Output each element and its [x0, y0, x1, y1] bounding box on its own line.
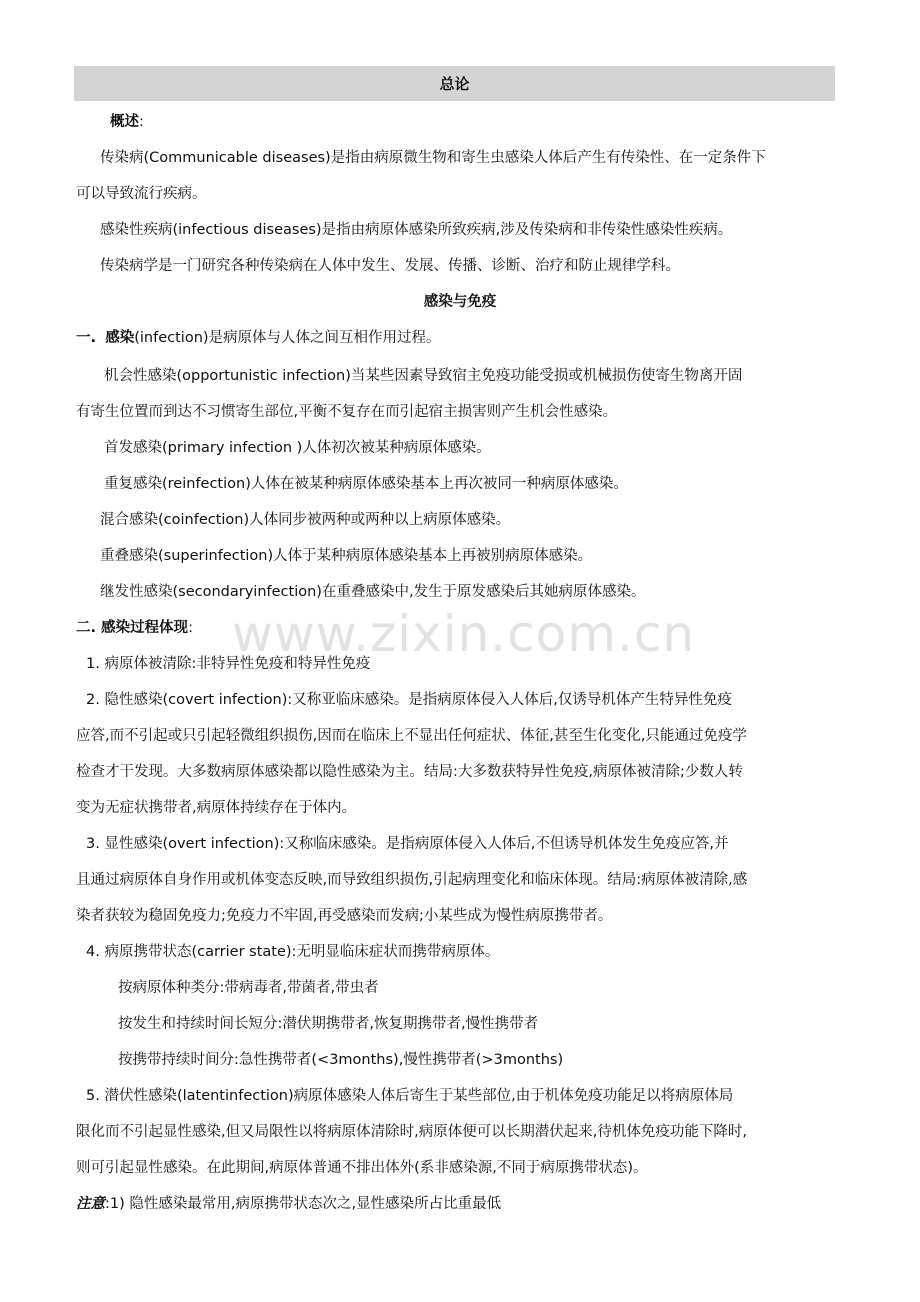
- primary-infection: 首发感染(primary infection )人体初次被某种病原体感染。: [104, 440, 491, 456]
- item-3b: 且通过病原体自身作用或机体变态反映,而导致组织损伤,引起病理变化和临床体现。结局:病原体被清除,感: [76, 872, 748, 888]
- item-5c: 则可引起显性感染。在此期间,病原体普通不排出体外(系非感染源,不同于病原携带状态)。: [76, 1160, 648, 1176]
- item-3c: 染者获较为稳固免疫力;免疫力不牢固,再受感染而发病;小某些成为慢性病原携带者。: [76, 908, 613, 924]
- secondary-infection: 继发性感染(secondaryinfection)在重叠感染中,发生于原发感染后其她病原体感染。: [100, 584, 646, 600]
- item-5b: 限化而不引起显性感染,但又局限性以将病原体清除时,病原体便可以长期潜伏起来,待机体免疫功能下降时,: [76, 1124, 747, 1140]
- item-4-by-duration: 按携带持续时间分:急性携带者(<3months),慢性携带者(>3months): [118, 1052, 564, 1068]
- watermark: www.zixin.com.cn: [232, 605, 696, 663]
- item-5a: 5. 潜伏性感染(latentinfection)病原体感染人体后寄生于某些部位,由于机体免疫功能足以将病原体局: [86, 1088, 734, 1104]
- note-label: 注意: [76, 1196, 105, 1212]
- intro-paragraph-2: 感染性疾病(infectious diseases)是指由病原体感染所致疾病,涉及传染病和非传染性感染性疾病。: [100, 222, 733, 238]
- reinfection: 重复感染(reinfection)人体在被某种病原体感染基本上再次被同一种病原体感染。: [104, 476, 628, 492]
- coinfection: 混合感染(coinfection)人体同步被两种或两种以上病原体感染。: [100, 512, 511, 528]
- item-3a: 3. 显性感染(overt infection):又称临床感染。是指病原体侵入人体后,不但诱导机体发生免疫应答,并: [86, 836, 729, 852]
- section-2-heading: 二. 感染过程体现:: [76, 620, 193, 636]
- page-title: 总论: [74, 66, 835, 101]
- intro-paragraph-3: 传染病学是一门研究各种传染病在人体中发生、发展、传播、诊断、治疗和防止规律学科。: [100, 258, 680, 274]
- intro-paragraph-1b: 可以导致流行疾病。: [76, 186, 207, 202]
- item-4: 4. 病原携带状态(carrier state):无明显临床症状而携带病原体。: [86, 944, 500, 960]
- item-2c: 检查才干发现。大多数病原体感染都以隐性感染为主。结局:大多数获特异性免疫,病原体被清除;少数人转: [76, 764, 743, 780]
- section-title: 感染与免疫: [423, 294, 497, 310]
- item-2a: 2. 隐性感染(covert infection):又称亚临床感染。是指病原体侵入人体后,仅诱导机体产生特异性免疫: [86, 692, 732, 708]
- opportunistic-infection-a: 机会性感染(opportunistic infection)当某些因素导致宿主免疫功能受损或机械损伤使寄生物离开固: [104, 368, 743, 384]
- item-1: 1. 病原体被清除:非特异性免疫和特异性免疫: [86, 656, 371, 672]
- superinfection: 重叠感染(superinfection)人体于某种病原体感染基本上再被别病原体感染。: [100, 548, 593, 564]
- note: 注意:1) 隐性感染最常用,病原携带状态次之,显性感染所占比重最低: [76, 1196, 502, 1212]
- item-4-by-type: 按病原体种类分:带病毒者,带菌者,带虫者: [118, 980, 379, 996]
- intro-paragraph-1a: 传染病(Communicable diseases)是指由病原微生物和寄生虫感染人体后产生有传染性、在一定条件下: [100, 150, 766, 166]
- intro-heading: 概述:: [110, 114, 144, 130]
- opportunistic-infection-b: 有寄生位置而到达不习惯寄生部位,平衡不复存在而引起宿主损害则产生机会性感染。: [76, 404, 618, 420]
- item-4-by-onset: 按发生和持续时间长短分:潜伏期携带者,恢复期携带者,慢性携带者: [118, 1016, 539, 1032]
- section-1-heading: 一. 感染(infection)是病原体与人体之间互相作用过程。: [76, 330, 441, 346]
- item-2b: 应答,而不引起或只引起轻微组织损伤,因而在临床上不显出任何症状、体征,甚至生化变化,只能通过免疫学: [76, 728, 747, 744]
- item-2d: 变为无症状携带者,病原体持续存在于体内。: [76, 800, 357, 816]
